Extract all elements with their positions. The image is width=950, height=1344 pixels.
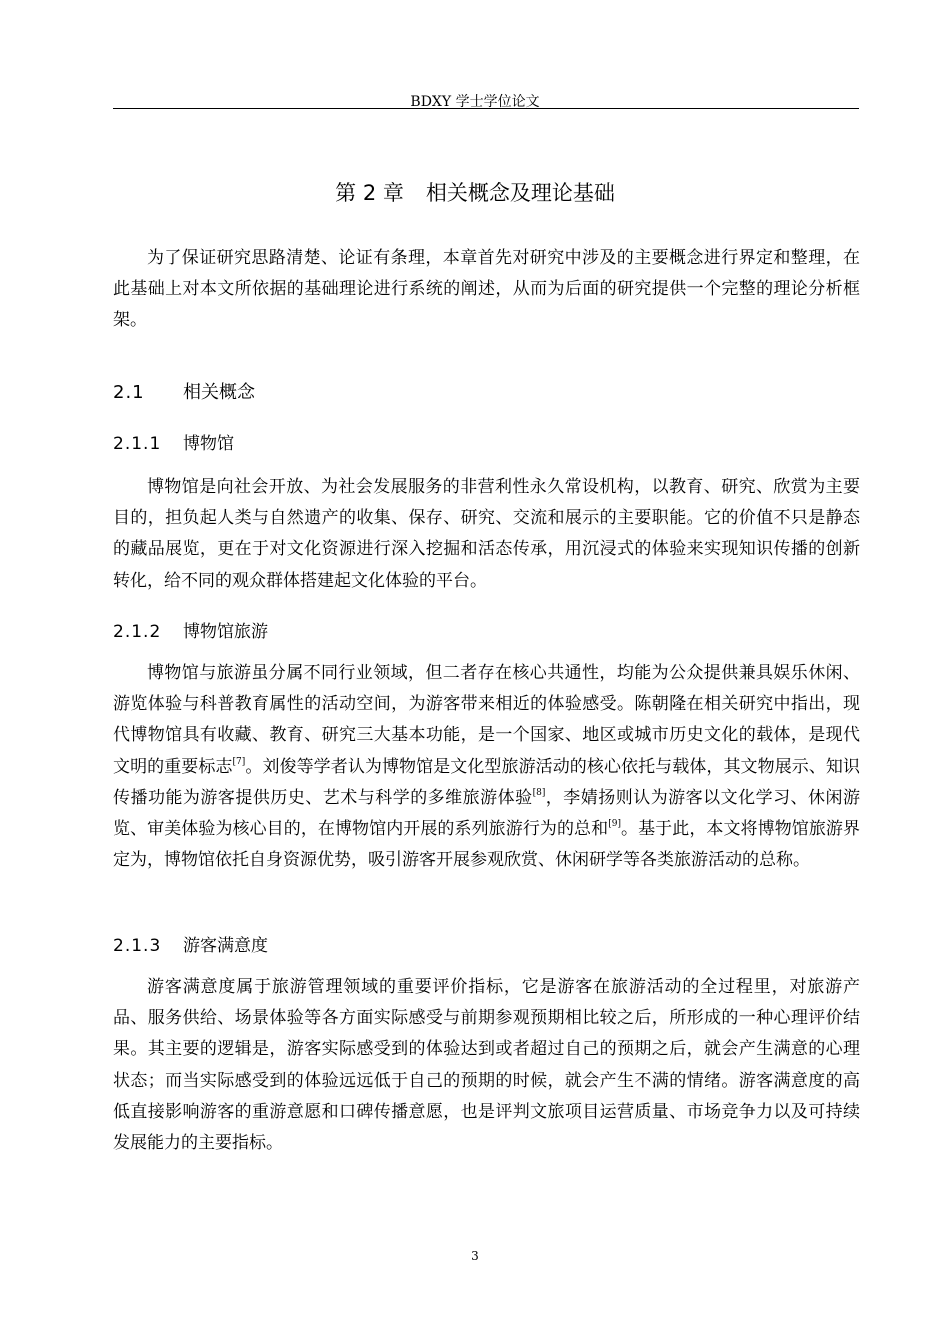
paragraph-museum: 博物馆是向社会开放、为社会发展服务的非营利性永久常设机构，以教育、研究、欣赏为主要目的，担负起人类与自然遗产的收集、保存、研究、交流和展示的主要职能。它的价值不只是静态的藏品展览，更在于对文化资源进行深入挖掘和活态传承，用沉浸式的体验来实现知识传播的创新转化，给不同的观众群体搭建起文化体验的平台。: [113, 477, 860, 591]
citation-reference: [8]: [532, 787, 546, 798]
paragraph-text: ，李婧扬则认为游客以文化学习、休闲游览、审美体验为核心目的，在博物馆内开展的系列旅游行为的总和: [113, 787, 861, 840]
running-header: BDXY 学士学位论文: [410, 94, 540, 110]
paragraph-text: 。: [245, 756, 263, 777]
subsection-number: 2.1.1: [113, 434, 162, 454]
section-title: 相关概念: [183, 382, 255, 403]
subsection-title: 博物馆旅游: [183, 622, 268, 642]
chapter-number: 第 2 章: [335, 181, 404, 205]
header-divider: [113, 108, 859, 109]
chapter-title: [0, 178, 950, 208]
subsection-heading-museum-tourism: [113, 620, 268, 644]
section-number: 2.1: [113, 382, 145, 403]
paragraph-text: 博物馆与旅游虽分属不同行业领域，但二者存在核心共通性，均能为公众提供兼具娱乐休闲、游览体验与科普教育属性的活动空间，为游客带来相近的体验感受。陈朝隆在相关研究中指出，现代博物馆具有收藏、教育、研究三大基本功能，是一个国家、地区或城市历史文化的载体，是现代文明的重要标志: [113, 663, 860, 777]
paragraph-tourist-satisfaction: 游客满意度属于旅游管理领域的重要评价指标，它是游客在旅游活动的全过程里，对旅游产品、服务供给、场景体验等各方面实际感受与前期参观预期相比较之后，所形成的一种心理评价结果。其主要的逻辑是，游客实际感受到的体验达到或者超过自己的预期之后，就会产生满意的心理状态；而当实际感受到的体验远远低于自己的预期的时候，就会产生不满的情绪。游客满意度的高低直接影响游客的重游意愿和口碑传播意愿，也是评判文旅项目运营质量、市场竞争力以及可持续发展能力的主要指标。: [113, 977, 860, 1154]
paragraph-text: 。基于此，本文将博物馆旅游界定为，博物馆依托自身资源优势，吸引游客开展参观欣赏、休闲研学等各类旅游活动的总称。: [113, 819, 861, 871]
subsection-title: 游客满意度: [183, 936, 268, 956]
subsection-heading-museum: [113, 432, 234, 456]
subsection-number: 2.1.3: [113, 936, 162, 956]
page-number: 3: [471, 1249, 479, 1263]
intro-paragraph: 为了保证研究思路清楚、论证有条理，本章首先对研究中涉及的主要概念进行界定和整理，在此基础上对本文所依据的基础理论进行系统的阐述，从而为后面的研究提供一个完整的理论分析框架。: [113, 248, 860, 331]
subsection-title: 博物馆: [183, 434, 234, 454]
citation-reference: [7]: [232, 756, 246, 767]
paragraph-museum-tourism: [113, 658, 860, 876]
section-heading: [113, 380, 255, 406]
chapter-title-text: 相关概念及理论基础: [425, 181, 615, 205]
paragraph-text: 刘俊等学者认为博物馆是文化型旅游活动的核心依托与载体，其文物展示、知识传播功能为游客提供历史、艺术与科学的多维旅游体验: [113, 756, 861, 808]
citation-reference: [9]: [608, 819, 621, 830]
subsection-heading-tourist-satisfaction: [113, 934, 268, 958]
subsection-number: 2.1.2: [113, 622, 162, 642]
